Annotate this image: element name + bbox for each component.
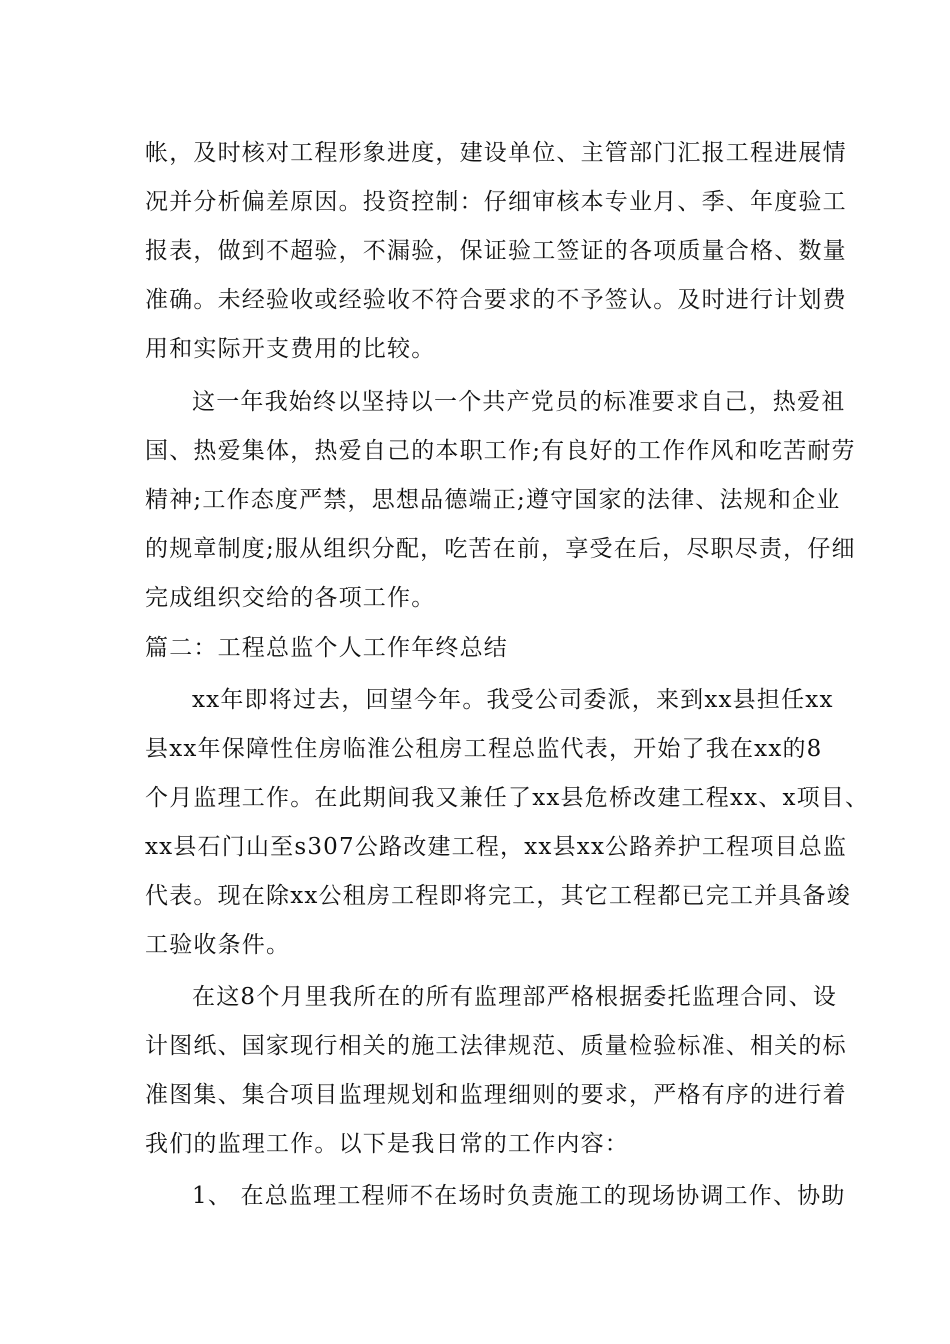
text-line: xx县石门山至s307公路改建工程，xx县xx公路养护工程项目总监 bbox=[145, 834, 848, 860]
list-item: 1、 在总监理工程师不在场时负责施工的现场协调工作、协助 bbox=[192, 1183, 846, 1209]
paragraph-start: 在这8个月里我所在的所有监理部严格根据委托监理合同、设 bbox=[192, 984, 838, 1010]
text-line: 况并分析偏差原因。投资控制：仔细审核本专业月、季、年度验工 bbox=[145, 189, 847, 215]
text-line: 县xx年保障性住房临淮公租房工程总监代表，开始了我在xx的8 bbox=[145, 736, 823, 762]
text-line: 工验收条件。 bbox=[145, 932, 291, 958]
text-line: 我们的监理工作。以下是我日常的工作内容： bbox=[145, 1131, 629, 1157]
text-line: 用和实际开支费用的比较。 bbox=[145, 336, 436, 362]
section-heading: 篇二：工程总监个人工作年终总结 bbox=[145, 635, 508, 661]
text-line: 代表。现在除xx公租房工程即将完工，其它工程都已完工并具备竣 bbox=[145, 883, 851, 909]
text-line: 报表，做到不超验，不漏验，保证验工签证的各项质量合格、数量 bbox=[145, 238, 847, 264]
text-line: 精神;工作态度严禁，思想品德端正;遵守国家的法律、法规和企业 bbox=[145, 487, 841, 513]
text-line: 计图纸、国家现行相关的施工法律规范、质量检验标准、相关的标 bbox=[145, 1033, 847, 1059]
text-line: 准确。未经验收或经验收不符合要求的不予签认。及时进行计划费 bbox=[145, 287, 847, 313]
text-line: 个月监理工作。在此期间我又兼任了xx县危桥改建工程xx、x项目、 bbox=[145, 785, 870, 811]
paragraph-start: xx年即将过去，回望今年。我受公司委派，来到xx县担任xx bbox=[192, 687, 834, 713]
text-line: 帐，及时核对工程形象进度，建设单位、主管部门汇报工程进展情 bbox=[145, 140, 847, 166]
text-line: 准图集、集合项目监理规划和监理细则的要求，严格有序的进行着 bbox=[145, 1082, 847, 1108]
text-line: 的规章制度;服从组织分配，吃苦在前，享受在后，尽职尽责，仔细 bbox=[145, 536, 856, 562]
text-line: 完成组织交给的各项工作。 bbox=[145, 585, 436, 611]
paragraph-start: 这一年我始终以坚持以一个共产党员的标准要求自己，热爱祖 bbox=[192, 389, 846, 415]
text-line: 国、热爱集体，热爱自己的本职工作;有良好的工作作风和吃苦耐劳 bbox=[145, 438, 856, 464]
